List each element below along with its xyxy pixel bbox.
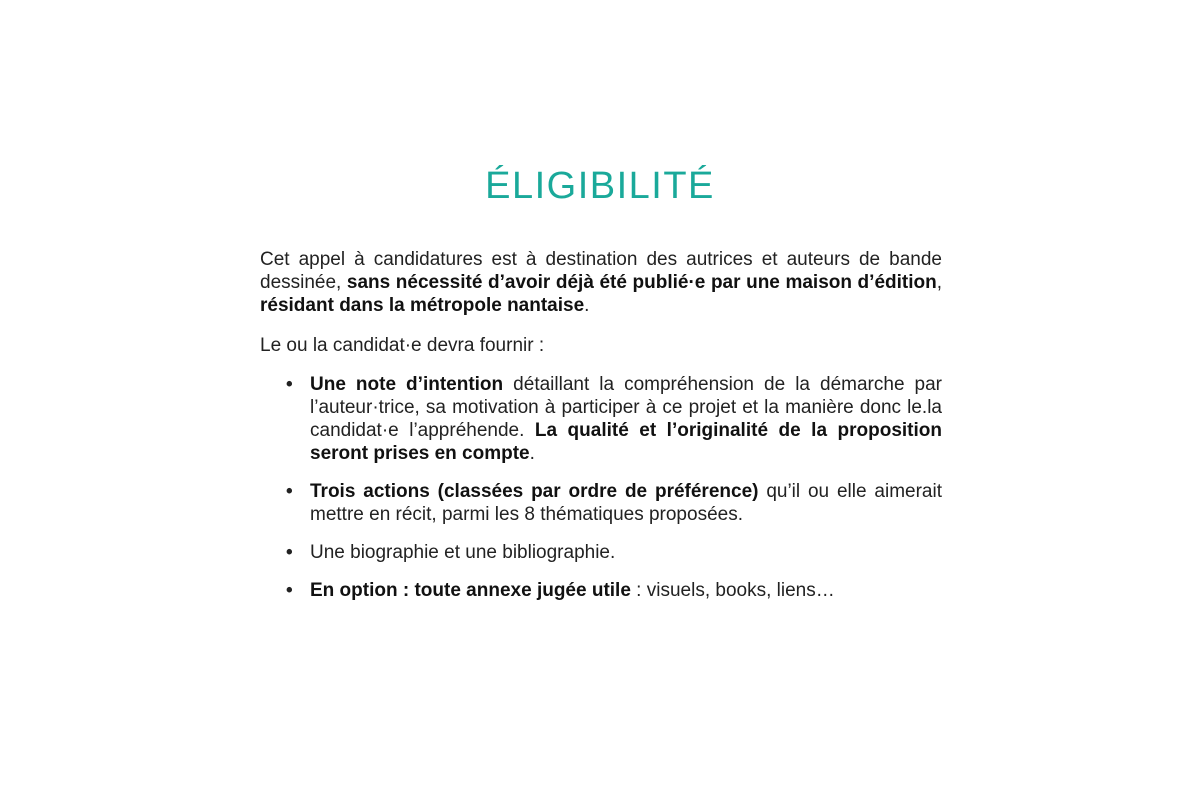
- item-bold: La qualité et l’originalité de la proposition seront prises en compte: [310, 420, 942, 464]
- item-bold: Une note d’intention: [310, 374, 504, 395]
- list-item: [310, 579, 942, 602]
- item-text: Une biographie et une bibliographie.: [310, 542, 616, 563]
- item-bold: Trois actions (classées par ordre de préférence): [310, 481, 759, 502]
- intro-text-1: Cet appel à candidatures est à destination des autrices et auteurs de bande dessinée,: [260, 249, 942, 293]
- content: [260, 248, 942, 617]
- intro-text-3: .: [584, 295, 590, 316]
- lead-text: Le ou la candidat·e devra fournir :: [260, 335, 545, 356]
- item-text: : visuels, books, liens…: [630, 580, 835, 601]
- intro-text-2: ,: [936, 272, 942, 293]
- page-title: ÉLIGIBILITÉ: [485, 165, 715, 207]
- list-item: [310, 373, 942, 465]
- list-item: [310, 541, 942, 564]
- intro-paragraph: [260, 248, 942, 317]
- item-bold: En option : toute annexe jugée utile: [310, 580, 631, 601]
- item-text: qu’il ou elle aimerait mettre en récit, parmi les 8 thématiques proposées.: [310, 481, 942, 525]
- intro-bold-2: résidant dans la métropole nantaise: [260, 295, 585, 316]
- requirements-list: [260, 373, 942, 602]
- item-text: détaillant la compréhension de la démarche par l’auteur·trice, sa motivation à participer à ce projet et la manière donc le.la candidat·e l’appréhende.: [310, 374, 942, 441]
- list-item: [310, 480, 942, 526]
- item-text: .: [529, 443, 535, 464]
- intro-bold-1: sans nécessité d’avoir déjà été publié·e par une maison d’édition: [346, 272, 937, 293]
